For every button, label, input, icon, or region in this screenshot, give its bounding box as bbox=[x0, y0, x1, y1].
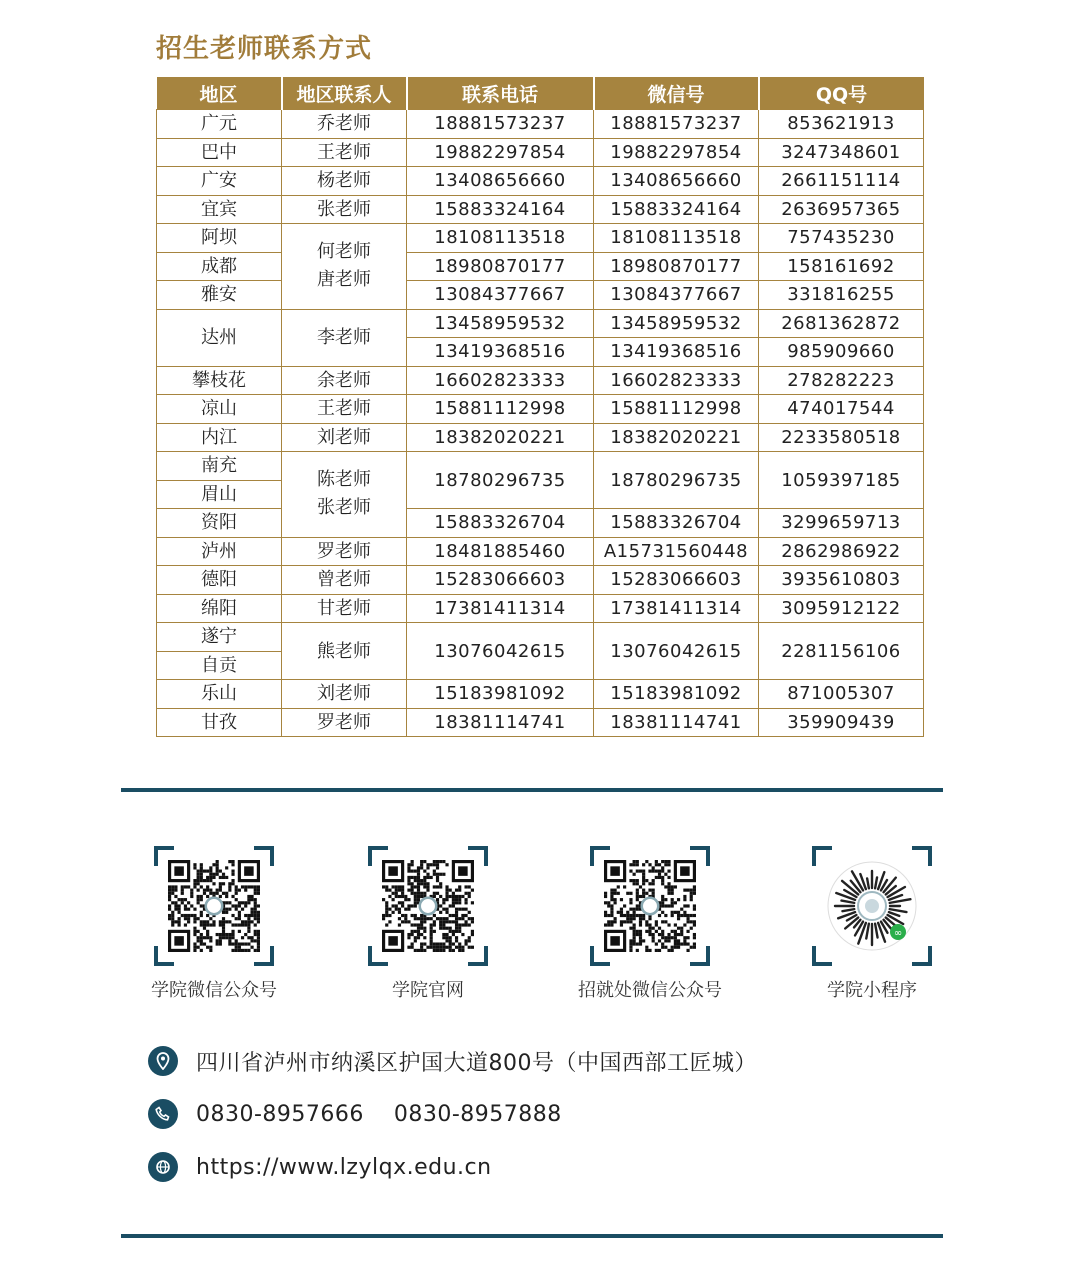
wechat-cell: 15883326704 bbox=[594, 509, 759, 538]
bottom-divider bbox=[121, 1234, 943, 1238]
qr-employment-office[interactable] bbox=[590, 846, 710, 966]
qq-cell: 2233580518 bbox=[759, 423, 924, 452]
region-cell: 成都 bbox=[157, 252, 282, 281]
region-cell: 宜宾 bbox=[157, 195, 282, 224]
qq-cell: 158161692 bbox=[759, 252, 924, 281]
header-contact: 地区联系人 bbox=[282, 77, 407, 110]
region-cell: 遂宁 bbox=[157, 623, 282, 652]
phone-text: 0830-8957666 0830-8957888 bbox=[196, 1101, 562, 1127]
contact-group-cell bbox=[282, 452, 407, 538]
region-cell: 甘孜 bbox=[157, 708, 282, 737]
wechat-cell: 13076042615 bbox=[594, 623, 759, 680]
wechat-cell: A15731560448 bbox=[594, 537, 759, 566]
phone-cell: 18381114741 bbox=[407, 708, 594, 737]
wechat-cell: 13408656660 bbox=[594, 167, 759, 196]
region-cell: 南充 bbox=[157, 452, 282, 481]
contact-name: 何老师 bbox=[317, 241, 371, 263]
phone-cell: 16602823333 bbox=[407, 366, 594, 395]
phone-cell: 13408656660 bbox=[407, 167, 594, 196]
contact-cell: 乔老师 bbox=[282, 110, 407, 139]
phone-cell: 13419368516 bbox=[407, 338, 594, 367]
table-row bbox=[157, 623, 924, 652]
mini-program-code-icon bbox=[826, 860, 918, 952]
phone-cell: 19882297854 bbox=[407, 138, 594, 167]
qq-cell: 1059397185 bbox=[759, 452, 924, 509]
region-cell: 雅安 bbox=[157, 281, 282, 310]
phone-row bbox=[148, 1097, 562, 1131]
contact-cell: 曾老师 bbox=[282, 566, 407, 595]
address-row bbox=[148, 1044, 757, 1078]
phone-cell: 17381411314 bbox=[407, 594, 594, 623]
table-row bbox=[157, 708, 924, 737]
table-row bbox=[157, 281, 924, 310]
contact-cell: 余老师 bbox=[282, 366, 407, 395]
wechat-cell: 18881573237 bbox=[594, 110, 759, 139]
qq-cell: 474017544 bbox=[759, 395, 924, 424]
qr-label: 学院小程序 bbox=[827, 980, 917, 1001]
wechat-cell: 17381411314 bbox=[594, 594, 759, 623]
qr-mini-program[interactable] bbox=[812, 846, 932, 966]
contact-cell: 熊老师 bbox=[282, 623, 407, 680]
phone-cell: 15183981092 bbox=[407, 680, 594, 709]
region-cell: 泸州 bbox=[157, 537, 282, 566]
table-row bbox=[157, 395, 924, 424]
qr-college-website[interactable] bbox=[368, 846, 488, 966]
phone-cell: 18980870177 bbox=[407, 252, 594, 281]
qr-code-icon bbox=[382, 860, 474, 952]
globe-icon bbox=[148, 1152, 178, 1182]
wechat-cell: 18382020221 bbox=[594, 423, 759, 452]
table-row bbox=[157, 138, 924, 167]
contact-group-cell bbox=[282, 224, 407, 310]
table-row bbox=[157, 452, 924, 481]
region-cell: 广元 bbox=[157, 110, 282, 139]
region-cell: 凉山 bbox=[157, 395, 282, 424]
region-cell: 自贡 bbox=[157, 651, 282, 680]
contacts-table bbox=[156, 77, 924, 737]
wechat-cell: 13084377667 bbox=[594, 281, 759, 310]
qr-label: 招就处微信公众号 bbox=[578, 980, 722, 1001]
qr-wechat-official[interactable] bbox=[154, 846, 274, 966]
phone-cell: 13076042615 bbox=[407, 623, 594, 680]
qq-cell: 2281156106 bbox=[759, 623, 924, 680]
qr-label: 学院官网 bbox=[392, 980, 464, 1001]
region-cell: 乐山 bbox=[157, 680, 282, 709]
table-row bbox=[157, 566, 924, 595]
header-qq: QQ号 bbox=[759, 77, 924, 110]
qq-cell: 359909439 bbox=[759, 708, 924, 737]
table-row bbox=[157, 594, 924, 623]
table-row bbox=[157, 110, 924, 139]
region-cell: 资阳 bbox=[157, 509, 282, 538]
table-row bbox=[157, 366, 924, 395]
phone-cell: 15881112998 bbox=[407, 395, 594, 424]
contact-cell: 罗老师 bbox=[282, 537, 407, 566]
contact-cell: 甘老师 bbox=[282, 594, 407, 623]
page-title: 招生老师联系方式 bbox=[156, 34, 373, 64]
wechat-cell: 19882297854 bbox=[594, 138, 759, 167]
table-row bbox=[157, 224, 924, 253]
table-row bbox=[157, 252, 924, 281]
contact-cell: 刘老师 bbox=[282, 423, 407, 452]
region-cell: 广安 bbox=[157, 167, 282, 196]
region-cell: 绵阳 bbox=[157, 594, 282, 623]
qq-cell: 871005307 bbox=[759, 680, 924, 709]
contact-name: 张老师 bbox=[317, 497, 371, 519]
phone-cell: 15283066603 bbox=[407, 566, 594, 595]
phone-cell: 18382020221 bbox=[407, 423, 594, 452]
phone-cell: 18881573237 bbox=[407, 110, 594, 139]
region-cell: 德阳 bbox=[157, 566, 282, 595]
wechat-cell: 18108113518 bbox=[594, 224, 759, 253]
address-text: 四川省泸州市纳溪区护国大道800号（中国西部工匠城） bbox=[196, 1050, 757, 1076]
wechat-cell: 15881112998 bbox=[594, 395, 759, 424]
region-cell: 内江 bbox=[157, 423, 282, 452]
contact-cell: 王老师 bbox=[282, 138, 407, 167]
region-cell: 巴中 bbox=[157, 138, 282, 167]
region-cell: 达州 bbox=[157, 309, 282, 366]
qq-cell: 2636957365 bbox=[759, 195, 924, 224]
phone-cell: 13084377667 bbox=[407, 281, 594, 310]
table-row bbox=[157, 537, 924, 566]
qr-code-icon bbox=[604, 860, 696, 952]
table-row bbox=[157, 509, 924, 538]
table-row bbox=[157, 680, 924, 709]
region-cell: 攀枝花 bbox=[157, 366, 282, 395]
location-pin-icon bbox=[148, 1046, 178, 1076]
wechat-cell: 18980870177 bbox=[594, 252, 759, 281]
header-region: 地区 bbox=[157, 77, 282, 110]
contact-cell: 李老师 bbox=[282, 309, 407, 366]
phone-cell: 18780296735 bbox=[407, 452, 594, 509]
table-row bbox=[157, 423, 924, 452]
qq-cell: 278282223 bbox=[759, 366, 924, 395]
header-phone: 联系电话 bbox=[407, 77, 594, 110]
wechat-cell: 13458959532 bbox=[594, 309, 759, 338]
qq-cell: 3095912122 bbox=[759, 594, 924, 623]
contact-cell: 罗老师 bbox=[282, 708, 407, 737]
qq-cell: 3299659713 bbox=[759, 509, 924, 538]
phone-cell: 15883324164 bbox=[407, 195, 594, 224]
phone-icon bbox=[148, 1099, 178, 1129]
phone-cell: 15883326704 bbox=[407, 509, 594, 538]
contact-cell: 刘老师 bbox=[282, 680, 407, 709]
contact-cell: 王老师 bbox=[282, 395, 407, 424]
website-link[interactable]: https://www.lzylqx.edu.cn bbox=[196, 1154, 492, 1180]
qq-cell: 2862986922 bbox=[759, 537, 924, 566]
contact-cell: 杨老师 bbox=[282, 167, 407, 196]
qr-label: 学院微信公众号 bbox=[151, 980, 277, 1001]
phone-cell: 18481885460 bbox=[407, 537, 594, 566]
contact-cell: 张老师 bbox=[282, 195, 407, 224]
region-cell: 眉山 bbox=[157, 480, 282, 509]
table-row bbox=[157, 167, 924, 196]
wechat-cell: 15283066603 bbox=[594, 566, 759, 595]
top-divider bbox=[121, 788, 943, 792]
website-row bbox=[148, 1150, 492, 1184]
table-row bbox=[157, 195, 924, 224]
qq-cell: 853621913 bbox=[759, 110, 924, 139]
qq-cell: 331816255 bbox=[759, 281, 924, 310]
wechat-cell: 18381114741 bbox=[594, 708, 759, 737]
phone-cell: 13458959532 bbox=[407, 309, 594, 338]
header-wechat: 微信号 bbox=[594, 77, 759, 110]
qq-cell: 3935610803 bbox=[759, 566, 924, 595]
table-header-row bbox=[157, 77, 924, 110]
wechat-cell: 16602823333 bbox=[594, 366, 759, 395]
qq-cell: 985909660 bbox=[759, 338, 924, 367]
svg-text:∞: ∞ bbox=[893, 928, 903, 939]
wechat-cell: 13419368516 bbox=[594, 338, 759, 367]
qq-cell: 3247348601 bbox=[759, 138, 924, 167]
qq-cell: 2661151114 bbox=[759, 167, 924, 196]
qr-code-icon bbox=[168, 860, 260, 952]
qq-cell: 2681362872 bbox=[759, 309, 924, 338]
wechat-cell: 18780296735 bbox=[594, 452, 759, 509]
wechat-cell: 15883324164 bbox=[594, 195, 759, 224]
qq-cell: 757435230 bbox=[759, 224, 924, 253]
contact-name: 陈老师 bbox=[317, 469, 371, 491]
wechat-cell: 15183981092 bbox=[594, 680, 759, 709]
table-row bbox=[157, 309, 924, 338]
contact-name: 唐老师 bbox=[317, 269, 371, 291]
region-cell: 阿坝 bbox=[157, 224, 282, 253]
phone-cell: 18108113518 bbox=[407, 224, 594, 253]
